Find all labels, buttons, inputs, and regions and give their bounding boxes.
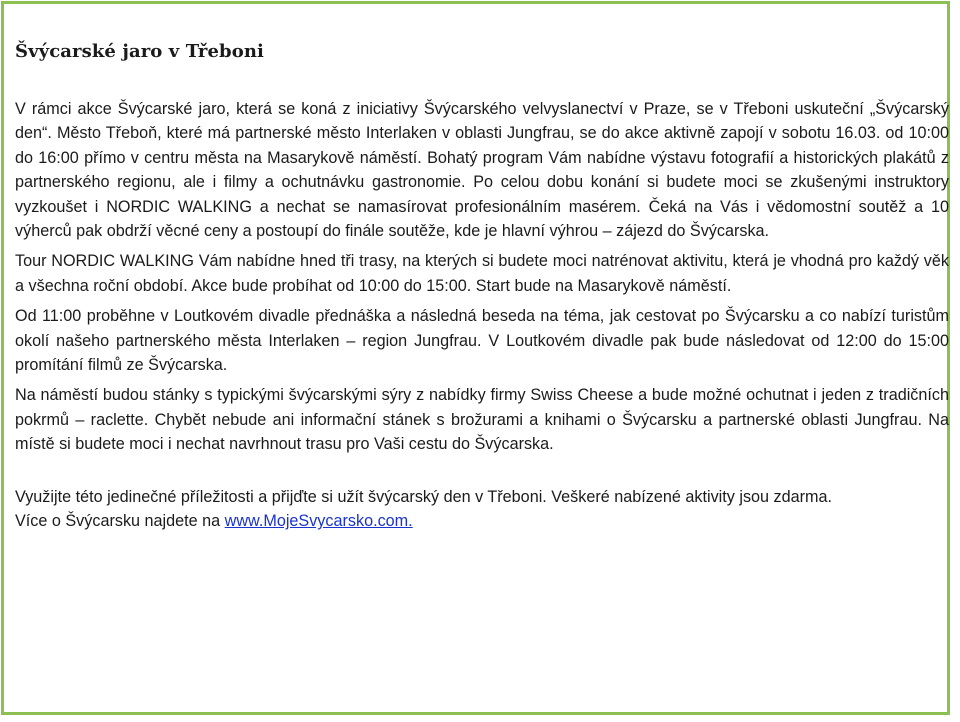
- page-frame: [1, 1, 950, 715]
- website-link[interactable]: www.MojeSvycarsko.com.: [224, 512, 413, 531]
- closing-paragraph: [15, 485, 949, 534]
- paragraph-nordic-walking: Tour NORDIC WALKING Vám nabídne hned tři trasy, na kterých si budete moci natrénovat aktivitu, která je vhodná pro každý věk a všechna roční období. Akce bude probíhat od 10:00 do 15:00. Start bude na Masarykově náměstí.: [15, 252, 949, 295]
- paragraph-stands: Na náměstí budou stánky s typickými švýcarskými sýry z nabídky firmy Swiss Cheese a bude možné ochutnat i jeden z tradičních pokrmů – raclette. Chybět nebude ani informační stánek s brožurami a knihami o Švýcarsku a partnerské oblasti Jungfrau. Na místě si budete moci i nechat navrhnout trasu pro Vaši cestu do Švýcarska.: [15, 386, 949, 454]
- closing-line-1: Využijte této jedinečné příležitosti a přijďte si užít švýcarský den v Třeboni. Veškeré nabízené aktivity jsou zdarma.: [15, 487, 833, 506]
- paragraph-intro: V rámci akce Švýcarské jaro, která se koná z iniciativy Švýcarského velvyslanectví v Praze, se v Třeboni uskuteční „Švýcarský den“. Město Třeboň, které má partnerské město Interlaken v oblasti Jungfrau, se do akce aktivně zapojí v sobotu 16.03. od 10:00 do 16:00 přímo v centru města na Masarykově náměstí. Bohatý program Vám nabídne výstavu fotografií a historických plakátů z partnerského regionu, ale i filmy a ochutnávku gastronomie. Po celou dobu konání si budete moci se zkušenými instruktory vyzkoušet i NORDIC WALKING a nechat se namasírovat profesionálním masérem. Čeká na Vás i vědomostní soutěž a 10 výherců pak obdrží věcné ceny a postoupí do finále soutěže, kde je hlavní výhrou – zájezd do Švýcarska.: [15, 100, 949, 241]
- paragraph-lecture: Od 11:00 proběhne v Loutkovém divadle přednáška a následná beseda na téma, jak cestovat po Švýcarsku a co nabízí turistům okolí našeho partnerského města Interlaken – region Jungfrau. V Loutkovém divadle pak bude následovat od 12:00 do 15:00 promítání filmů ze Švýcarska.: [15, 307, 949, 375]
- closing-line-2-prefix: Více o Švýcarsku najdete na: [15, 512, 225, 531]
- spacer: [15, 463, 949, 485]
- document-title: Švýcarské jaro v Třeboni: [15, 41, 264, 62]
- document-content: [15, 40, 949, 534]
